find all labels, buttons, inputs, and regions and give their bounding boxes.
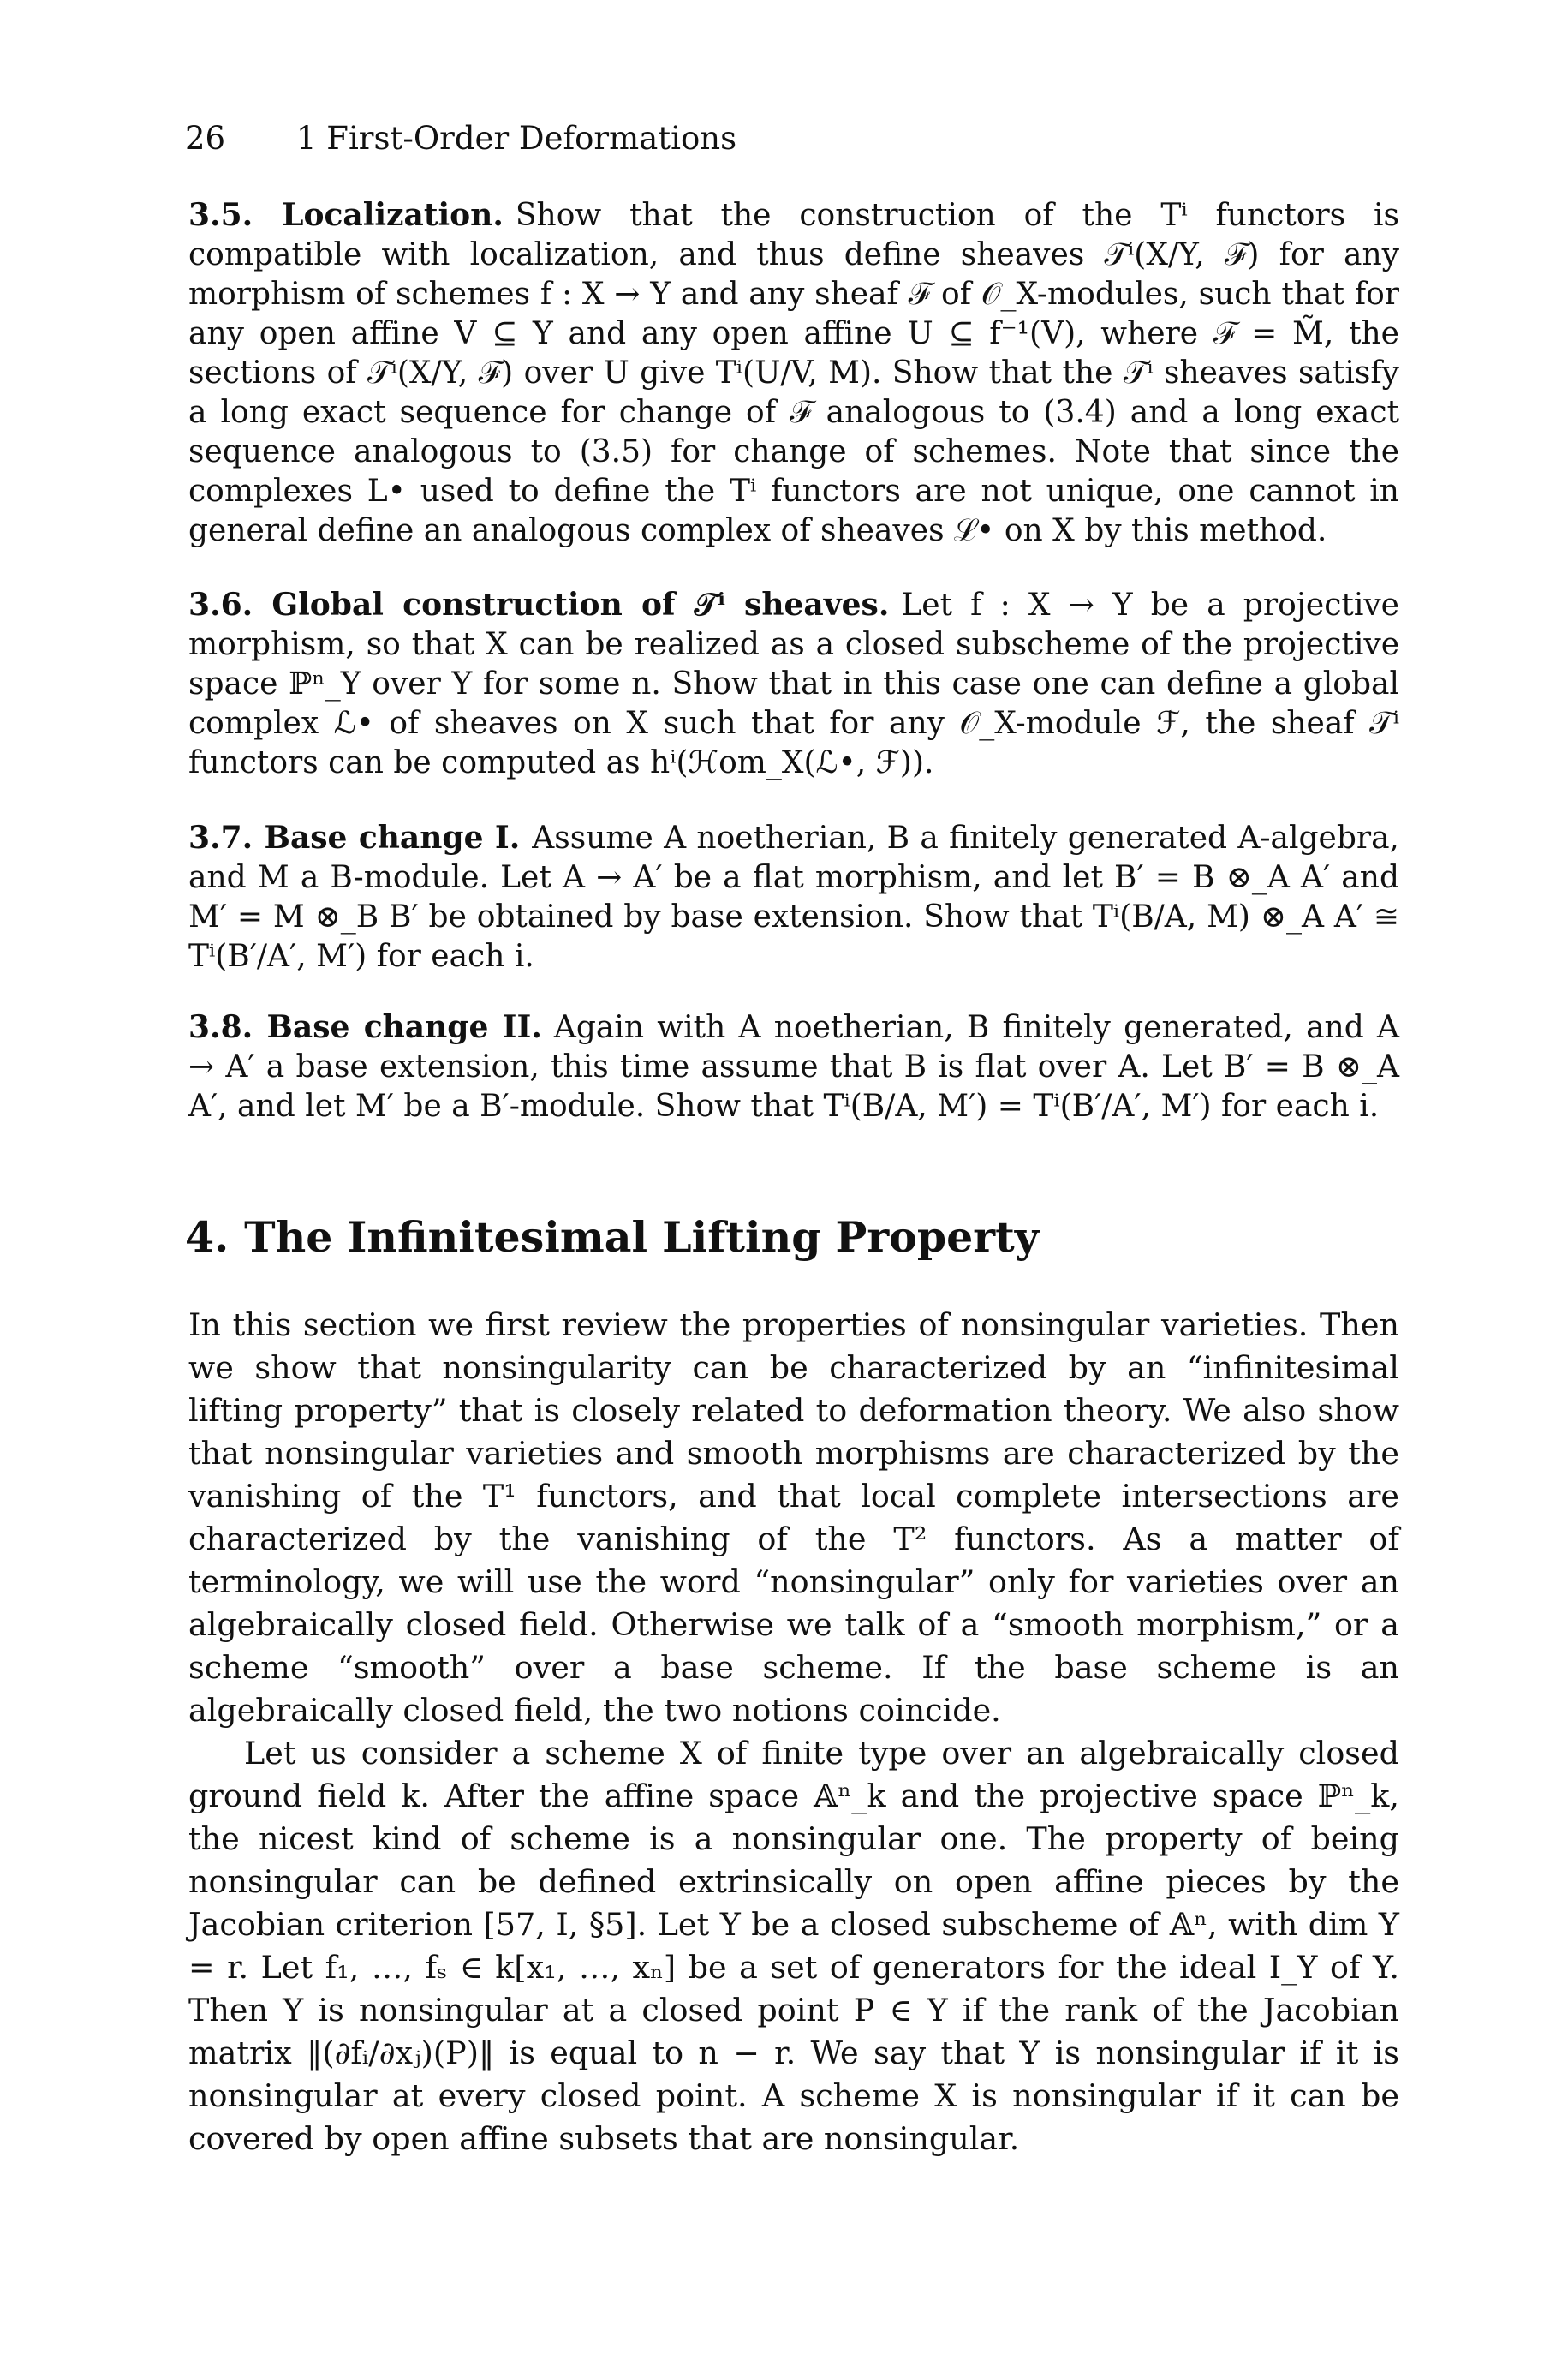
exercise-3-7: [188, 818, 1399, 977]
paragraph: In this section we first review the properties of nonsingular varieties. Then we show that nonsingularity can be characterized by an “infinitesimal lifting property” that is closely related to deformation theory. We also show that nonsingular varieties and smooth morphisms are characterized by the vanishing of the T¹ functors, and that local complete intersections are characterized by the vanishing of the T² functors. As a matter of terminology, we will use the word “nonsingular” only for varieties over an algebraically closed field. Otherwise we talk of a “smooth morphism,” or a scheme “smooth” over a base scheme. If the base scheme is an algebraically closed field, the two notions coincide.: [188, 1306, 1399, 1729]
exercise-text: Show that the construction of the Tⁱ functors is compatible with localization, and thus define sheaves 𝒯ⁱ(X/Y, ℱ) for any morphism of schemes f : X → Y and any sheaf ℱ of 𝒪_X-modules, such that for any open affine V ⊆ Y and any open affine U ⊆ f⁻¹(V), where ℱ = M̃, the sections of 𝒯ⁱ(X/Y, ℱ) over U give Tⁱ(U/V, M). Show that the 𝒯ⁱ sheaves satisfy a long exact sequence for change of ℱ analogous to (3.4) and a long exact sequence analogous to (3.5) for change of schemes. Note that since the complexes L• used to define the Tⁱ functors are not unique, one cannot in general define an analogous complex of sheaves ℒ• on X by this method.: [188, 198, 1399, 548]
exercise-3-5: [188, 195, 1399, 551]
page-number: 26: [185, 120, 226, 157]
paragraph: Let us consider a scheme X of finite type over an algebraically closed ground field k. After the affine space 𝔸ⁿ_k and the projective space ℙⁿ_k, the nicest kind of scheme is a nonsingular one. The property of being nonsingular can be defined extrinsically on open affine pieces by the Jacobian criterion [57, I, §5]. Let Y be a closed subscheme of 𝔸ⁿ, with dim Y = r. Let f₁, …, fₛ ∈ k[x₁, …, xₙ] be a set of generators for the ideal I_Y of Y. Then Y is nonsingular at a closed point P ∈ Y if the rank of the Jacobian matrix ‖(∂fᵢ/∂xⱼ)(P)‖ is equal to n − r. We say that Y is nonsingular if it is nonsingular at every closed point. A scheme X is nonsingular if it can be covered by open affine subsets that are nonsingular.: [188, 1735, 1399, 2157]
section-heading: [185, 1210, 1039, 1264]
exercise-text: Assume A noetherian, B a finitely generated A-algebra, and M a B-module. Let A → A′ be a flat morphism, and let B′ = B ⊗_A A′ and M′ = M ⊗_B B′ be obtained by base extension. Show that Tⁱ(B/A, M) ⊗_A A′ ≅ Tⁱ(B′/A′, M′) for each i.: [188, 821, 1400, 974]
exercise-title: 3.8. Base change II.: [188, 1009, 542, 1045]
running-title: 1 First-Order Deformations: [296, 120, 737, 157]
running-head: [185, 118, 736, 159]
exercise-text: Let f : X → Y be a projective morphism, so that X can be realized as a closed subscheme of the projective space ℙⁿ_Y over Y for some n. Show that in this case one can define a global complex ℒ• of sheaves on X such that for any 𝒪_X-module ℱ, the sheaf 𝒯ⁱ functors can be computed as hⁱ(ℋom_X(ℒ•, ℱ)).: [188, 588, 1399, 780]
exercise-3-6: [188, 585, 1399, 783]
section-title: The Infinitesimal Lifting Property: [244, 1212, 1040, 1262]
exercise-title: 3.5. Localization.: [188, 197, 504, 233]
exercise-3-8: [188, 1007, 1399, 1126]
section-number: 4.: [185, 1212, 230, 1262]
exercise-title: 3.6. Global construction of 𝒯ⁱ sheaves.: [188, 587, 890, 623]
exercise-text: Again with A noetherian, B finitely generated, and A → A′ a base extension, this time assume that B is flat over A. Let B′ = B ⊗_A A′, and let M′ be a B′-module. Show that Tⁱ(B/A, M′) = Tⁱ(B′/A′, M′) for each i.: [188, 1010, 1399, 1124]
section-body: [188, 1304, 1399, 2160]
exercise-title: 3.7. Base change I.: [188, 820, 521, 856]
